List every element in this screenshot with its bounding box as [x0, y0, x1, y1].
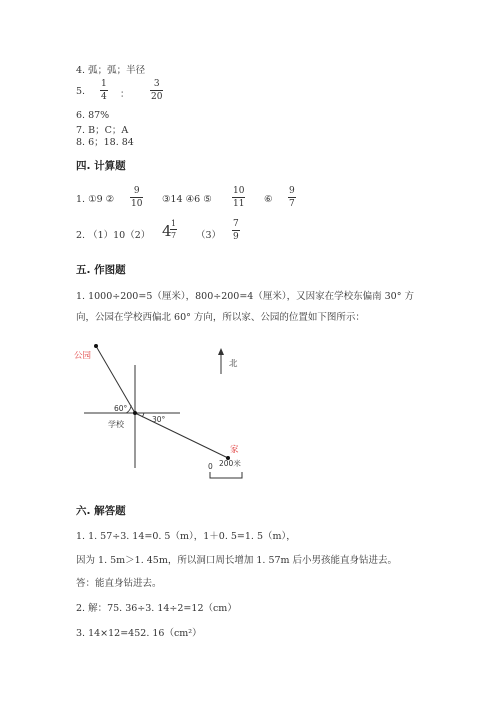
calc-label-3: （3） — [196, 230, 222, 241]
section-heading-solutions: 六. 解答题 — [76, 505, 126, 517]
fraction-numerator: 9 — [133, 186, 140, 196]
fraction-numerator: 10 — [233, 186, 245, 196]
fraction-denominator: 7 — [289, 199, 295, 209]
scale-zero-label: 0 — [208, 462, 213, 471]
calc-label-6: ⑥ — [264, 194, 273, 205]
fraction-denominator: 4 — [101, 92, 107, 102]
scale-length-label: 200米 — [219, 459, 241, 468]
mixed-number-whole: 4 — [162, 222, 172, 240]
fraction-numerator: 1 — [171, 219, 177, 228]
fraction-denominator: 20 — [151, 92, 163, 102]
north-label: 北 — [229, 359, 238, 369]
fraction-numerator: 1 — [101, 79, 107, 89]
section-heading-calculation: 四. 计算题 — [76, 160, 126, 172]
drawing-paragraph-line-1: 1. 1000÷200=5（厘米），800÷200=4（厘米），又因家在学校东偏南 30° 方 — [76, 291, 414, 302]
answer-item-5-label: 5. — [76, 86, 86, 97]
calc-line-1-middle: ③14 ④6 ⑤ — [162, 194, 212, 205]
solution-line-5: 3. 14×12=452. 16（cm²） — [76, 628, 202, 639]
angle-60-label: 60° — [114, 404, 128, 413]
section-heading-drawing: 五. 作图题 — [76, 264, 126, 276]
answer-item-6: 6. 87% — [76, 110, 110, 121]
scale-bar — [210, 472, 242, 478]
fraction-denominator: 9 — [233, 232, 239, 242]
answer-item-8: 8. 6；18. 84 — [76, 137, 134, 148]
solution-line-2: 因为 1. 5m＞1. 45m，所以洞口周长增加 1. 57m 后小男孩能直身钻进去。 — [76, 555, 398, 566]
school-label: 学校 — [108, 420, 124, 429]
answer-item-7: 7. B；C；A — [76, 125, 129, 136]
fraction-denominator: 10 — [131, 199, 143, 209]
fraction-denominator: 7 — [171, 231, 177, 240]
school-point — [133, 411, 137, 415]
north-arrow-icon — [218, 348, 224, 355]
calc-line-2-prefix: 2. （1）10（2） — [76, 230, 151, 241]
fraction-denominator: 11 — [233, 199, 245, 209]
line-to-home — [135, 413, 228, 458]
fraction-numerator: 3 — [153, 79, 160, 89]
angle-30-label: 30° — [152, 415, 166, 424]
solution-line-3: 答：能直身钻进去。 — [76, 578, 162, 589]
answer-item-4: 4. 弧；弧；半径 — [76, 65, 146, 76]
line-to-park — [96, 346, 135, 413]
fraction-numerator: 9 — [289, 186, 295, 196]
calc-line-1-prefix: 1. ①9 ② — [76, 194, 115, 205]
solution-line-1: 1. 1. 57÷3. 14=0. 5（m），1＋0. 5=1. 5（m）， — [76, 531, 296, 542]
solution-line-4: 2. 解：75. 36÷3. 14÷2=12（cm） — [76, 603, 237, 614]
park-point — [94, 344, 98, 348]
ratio-separator: ： — [120, 89, 130, 100]
drawing-paragraph-line-2: 向，公园在学校西偏北 60° 方向，所以家、公园的位置如下图所示： — [76, 312, 365, 323]
park-label: 公园 — [74, 351, 92, 361]
fraction-numerator: 7 — [233, 219, 239, 229]
home-label: 家 — [230, 445, 239, 455]
